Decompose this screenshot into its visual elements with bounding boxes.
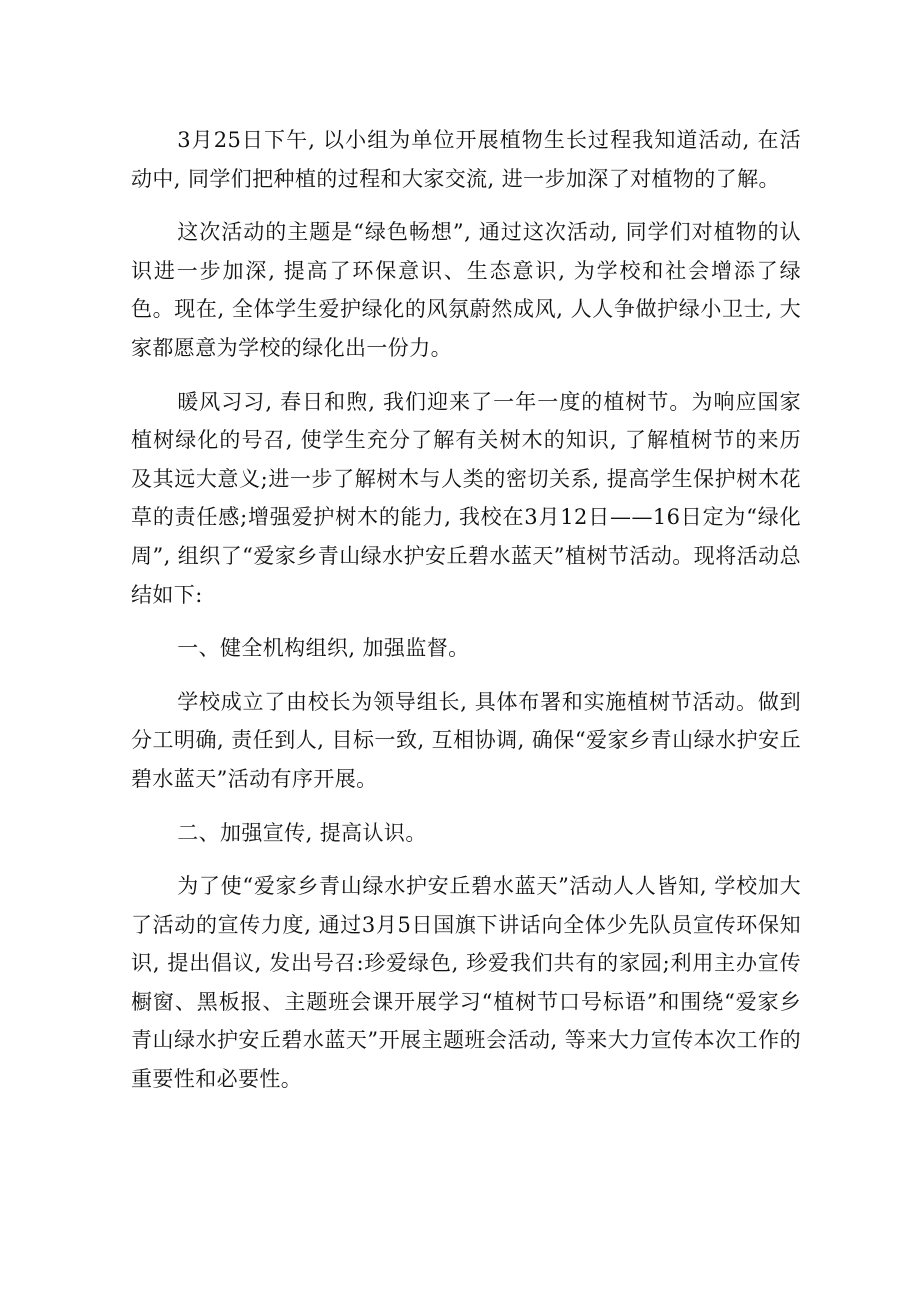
- section-heading-organization: 一、健全机构组织, 加强监督。: [177, 636, 470, 661]
- paragraph-organization: 学校成立了由校长为领导组长, 具体布署和实施植树节活动。做到分工明确, 责任到人, 目标一致, 互相协调, 确保“爱家乡青山绿水护安丘碧水蓝天”活动有序开展。: [131, 689, 801, 791]
- section-heading-publicity: 二、加强宣传, 提高认识。: [177, 820, 427, 845]
- document-body: [131, 121, 801, 1114]
- paragraph-activity-intro: 3月25日下午, 以小组为单位开展植物生长过程我知道活动, 在活动中, 同学们把种植的过程和大家交流, 进一步加深了对植物的了解。: [131, 128, 801, 191]
- paragraph-arbor-day: 暖风习习, 春日和煦, 我们迎来了一年一度的植树节。为响应国家植树绿化的号召, 使学生充分了解有关树木的知识, 了解植树节的来历及其远大意义;进一步了解树木与人类的密切关系, 提高学生保护树木花草的责任感;增强爱护树木的能力, 我校在3月12日——16日定为“绿化周”, 组织了“爱家乡青山绿水护安丘碧水蓝天”植树节活动。现将活动总结如下:: [131, 389, 801, 607]
- paragraph-publicity: 为了使“爱家乡青山绿水护安丘碧水蓝天”活动人人皆知, 学校加大了活动的宣传力度, 通过3月5日国旗下讲话向全体少先队员宣传环保知识, 提出倡议, 发出号召:珍爱绿色, 珍爱我们共有的家园;利用主办宣传橱窗、黑板报、主题班会课开展学习“植树节口号标语”和围绕“爱家乡青山绿水护安丘碧水蓝天”开展主题班会活动, 等来大力宣传本次工作的重要性和必要性。: [131, 874, 801, 1092]
- paragraph-green-theme: 这次活动的主题是“绿色畅想”, 通过这次活动, 同学们对植物的认识进一步加深, 提高了环保意识、生态意识, 为学校和社会增添了绿色。现在, 全体学生爱护绿化的风氛蔚然成风, 人人争做护绿小卫士, 大家都愿意为学校的绿化出一份力。: [131, 220, 801, 360]
